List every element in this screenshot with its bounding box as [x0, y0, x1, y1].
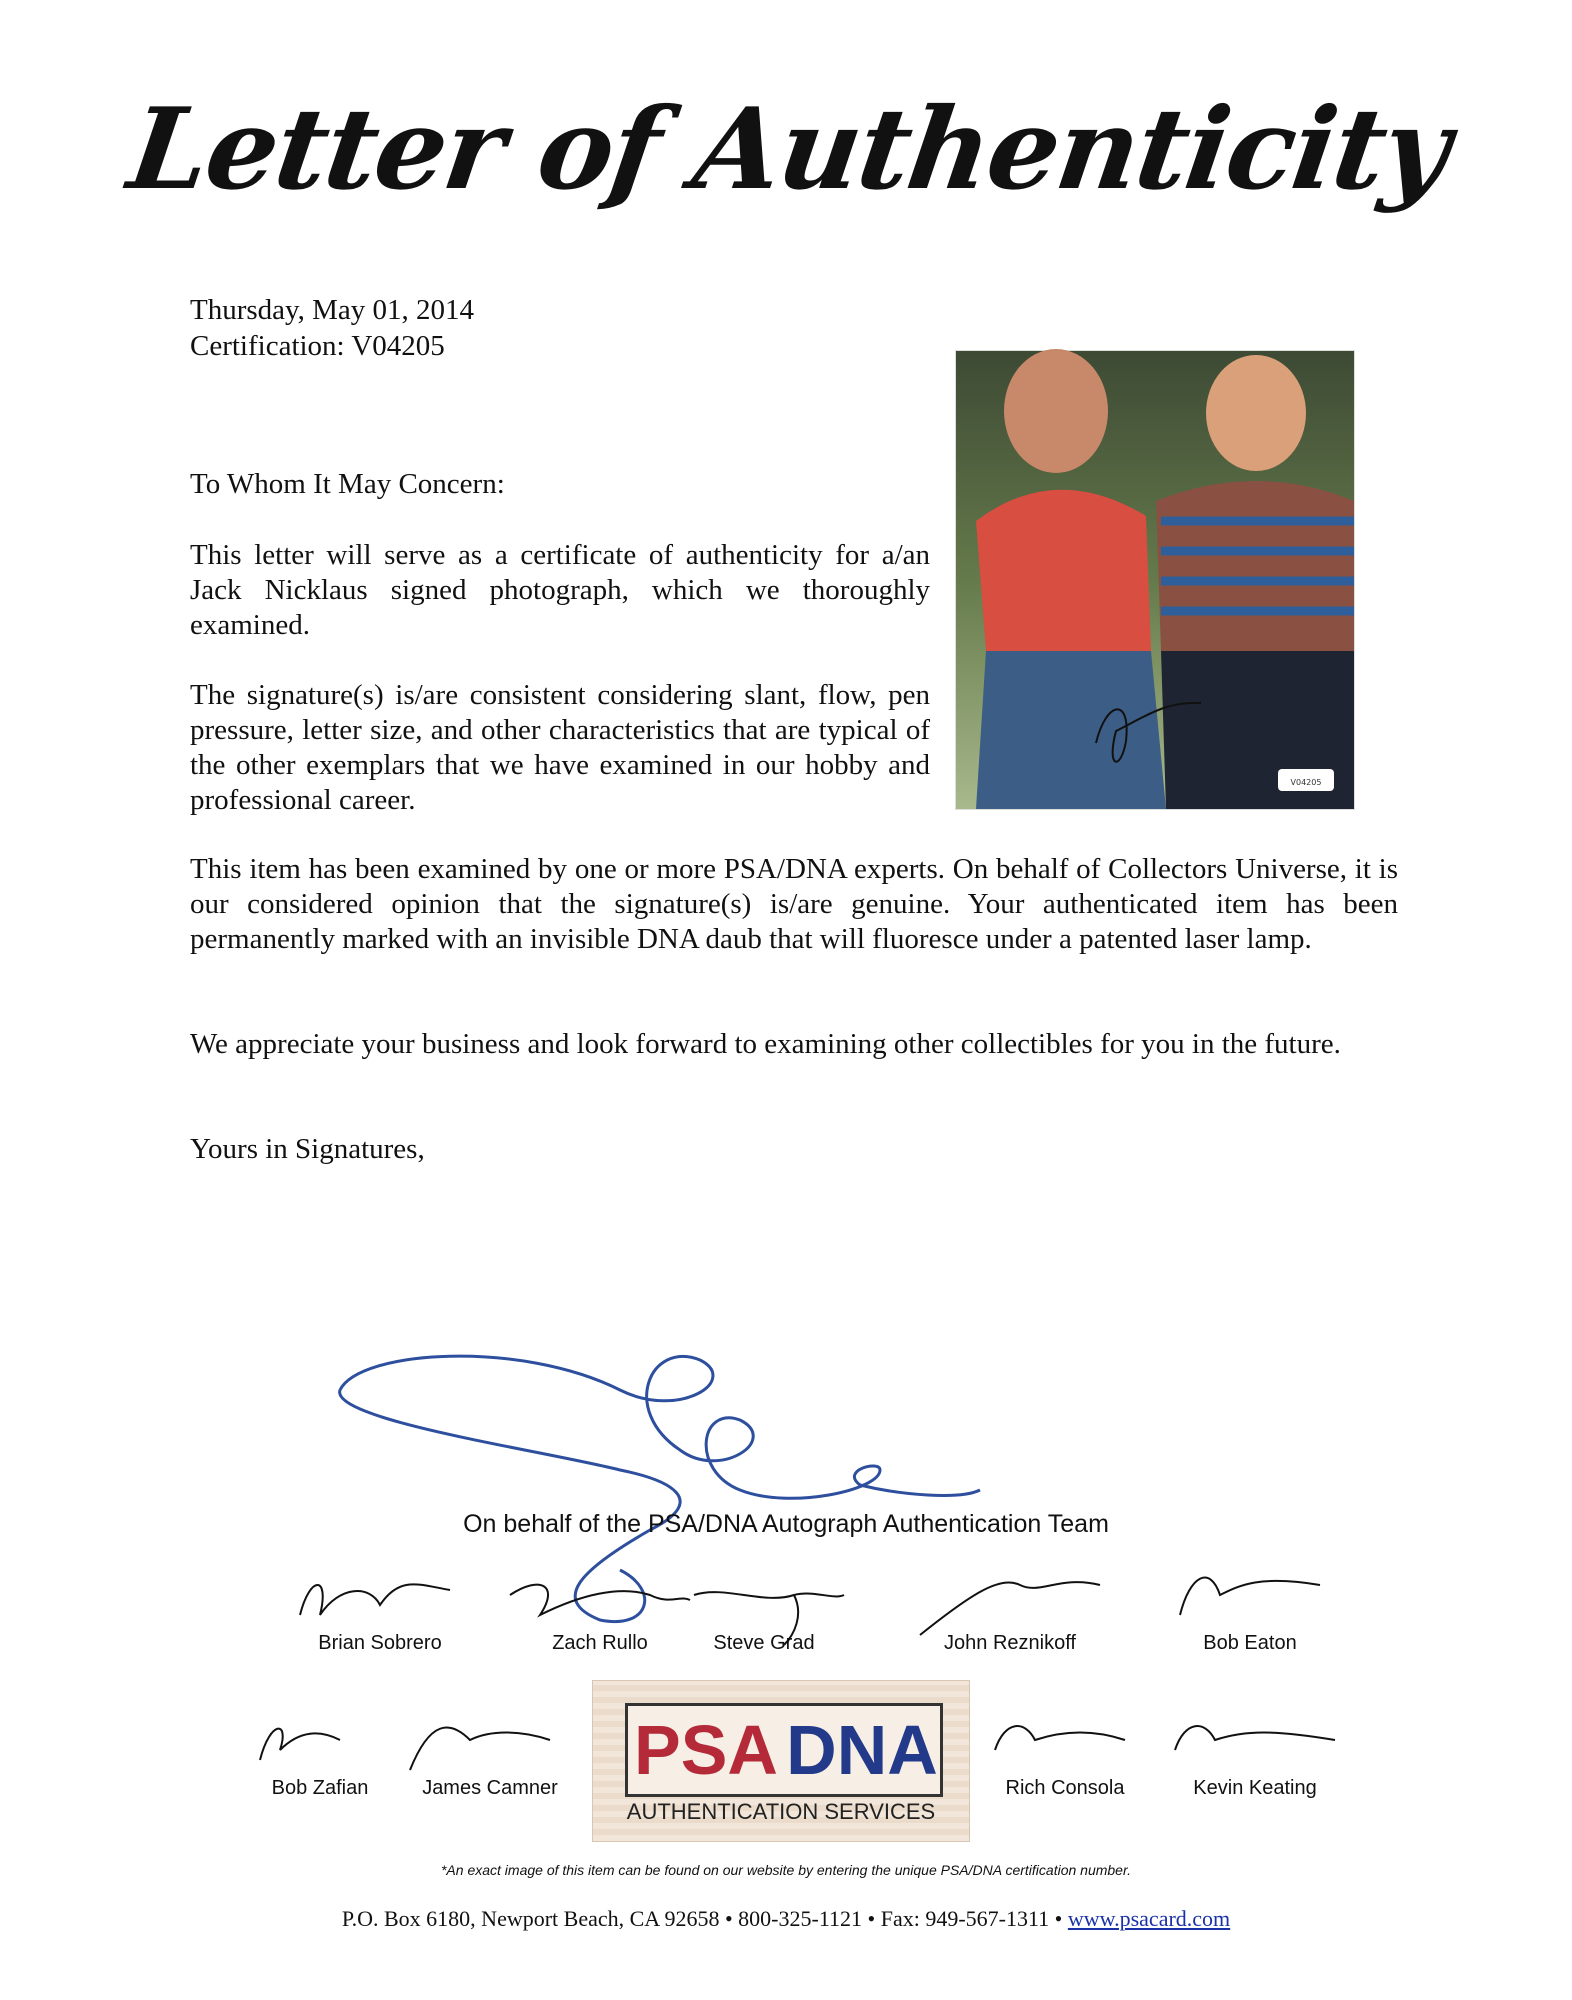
contact-address [0, 1906, 1572, 1932]
psa-dna-logo [592, 1680, 970, 1842]
paragraph-4: We appreciate your business and look forward to examining other collectibles for you in the future. [190, 1028, 1341, 1060]
team-line: On behalf of the PSA/DNA Autograph Authentication Team [463, 1510, 1109, 1538]
letter-meta [190, 292, 474, 364]
salutation: To Whom It May Concern: [190, 468, 505, 500]
paragraph-3: This item has been examined by one or more PSA/DNA experts. On behalf of Collectors Universe, it is our considered opinion that the signature(s) is/are genuine. Your authenticated item has been permanently marked with an invisible DNA daub that will fluoresce under a patented laser lamp. [190, 853, 1398, 955]
address-text: P.O. Box 6180, Newport Beach, CA 92658 • 800-325-1121 • Fax: 949-567-1311 • [341, 1906, 1063, 1931]
signer-john-reznikoff [910, 1555, 1110, 1655]
psa-dna-logo-box [625, 1703, 943, 1797]
signer-name: Brian Sobrero [318, 1632, 442, 1654]
signer-james-camner [390, 1700, 590, 1800]
signed-photograph [955, 350, 1355, 810]
signer-bob-eaton [1150, 1555, 1350, 1655]
signer-name: Steve Grad [713, 1632, 815, 1654]
website-link[interactable]: www.psacard.com [1067, 1906, 1231, 1931]
closing-line: Yours in Signatures, [190, 1133, 425, 1165]
photo-sticker: V04205 [1290, 778, 1322, 787]
paragraph-2: The signature(s) is/are consistent considering slant, flow, pen pressure, letter size, and other characteristics that are typical of the other exemplars that we have examined in our hobby and professional career. [190, 679, 930, 816]
footnote: *An exact image of this item can be found on our website by entering the unique PSA/DNA certification number. [440, 1862, 1131, 1878]
signer-name: James Camner [422, 1777, 558, 1799]
signer-brian-sobrero [280, 1555, 480, 1655]
signer-name: Kevin Keating [1193, 1777, 1317, 1799]
paragraph-1: This letter will serve as a certificate of authenticity for a/an Jack Nicklaus signed photograph, which we thoroughly examined. [190, 539, 930, 641]
signer-name: Zach Rullo [552, 1632, 648, 1654]
signer-name: John Reznikoff [944, 1632, 1076, 1654]
psa-logo-text: PSA [634, 1711, 778, 1789]
letter-date: Thursday, May 01, 2014 [190, 294, 475, 326]
authentication-services-label: AUTHENTICATION SERVICES [626, 1799, 936, 1824]
title-text: Letter of Authenticity [121, 82, 1457, 215]
signer-name: Bob Zafian [271, 1777, 369, 1799]
signer-steve-grad [664, 1555, 864, 1655]
signer-kevin-keating [1155, 1700, 1355, 1800]
dna-logo-text: DNA [786, 1711, 938, 1789]
signer-name: Rich Consola [1005, 1777, 1125, 1799]
signer-rich-consola [965, 1700, 1165, 1800]
letter-title [121, 70, 1457, 270]
certification-number: Certification: V04205 [190, 330, 445, 362]
signer-name: Bob Eaton [1203, 1632, 1297, 1654]
